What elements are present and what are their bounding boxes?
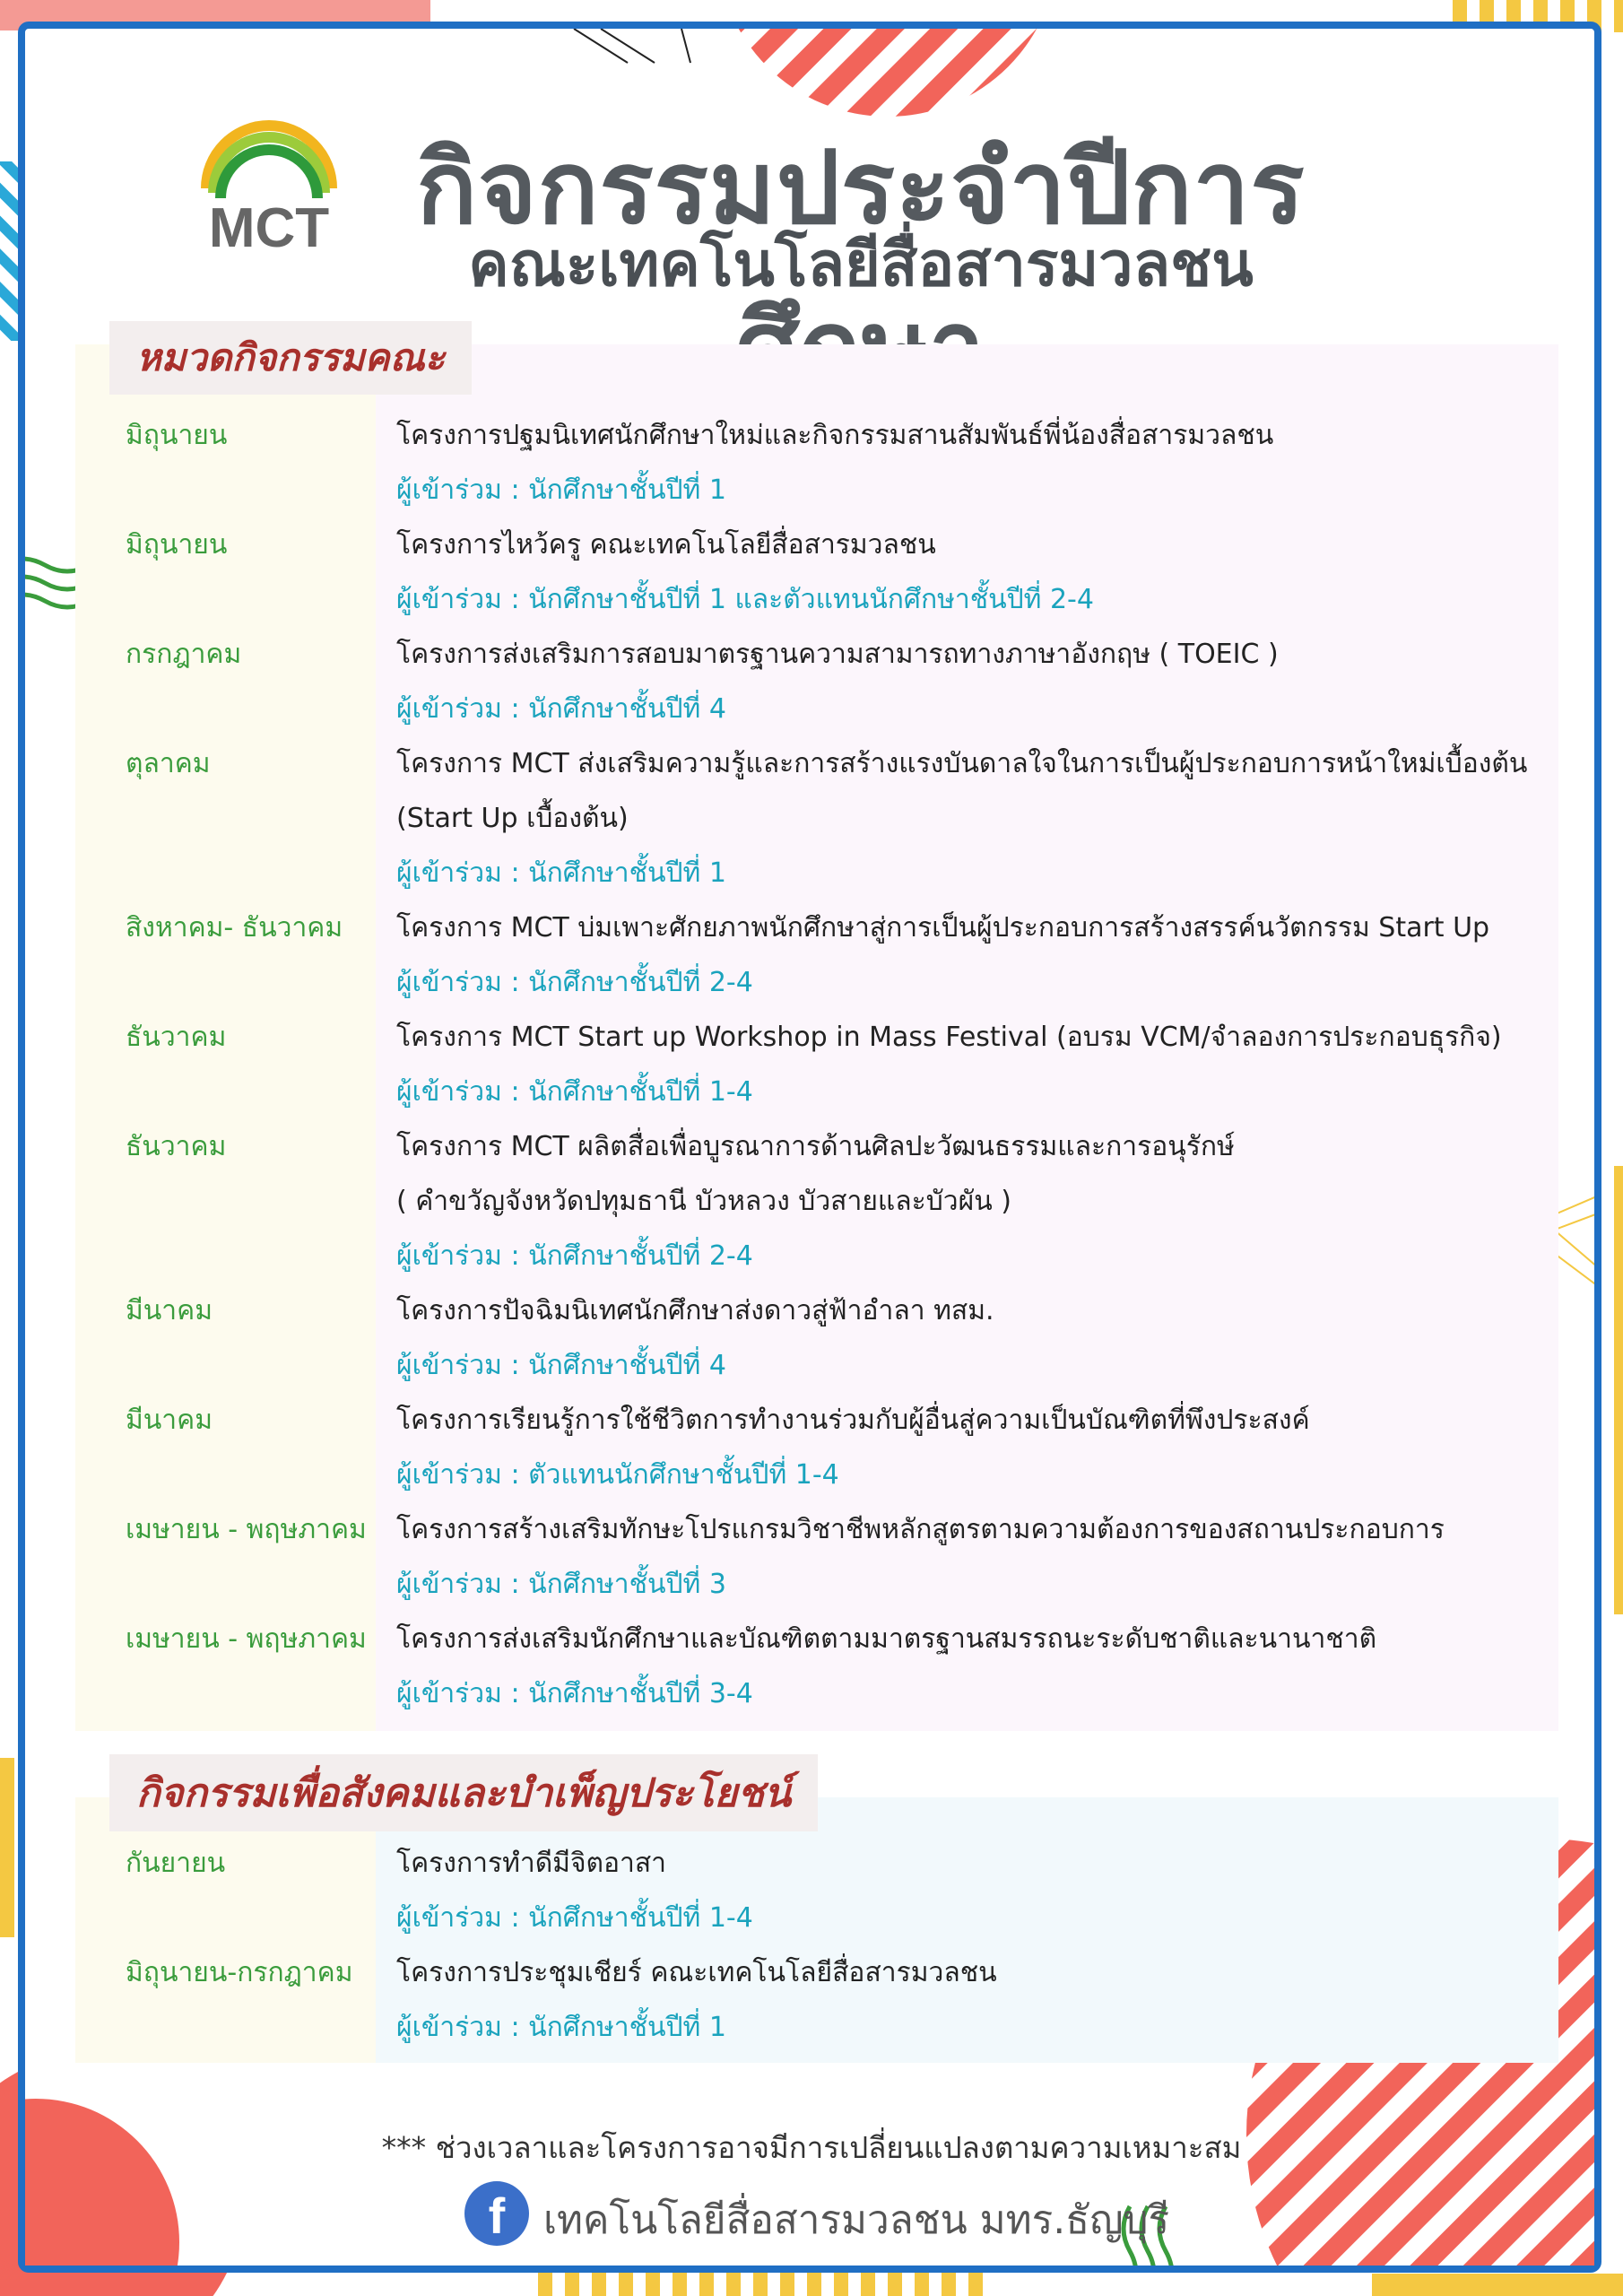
- section-title: หมวดกิจกรรมคณะ: [109, 321, 472, 395]
- activity-participants: ผู้เข้าร่วม : ตัวแทนนักศึกษาชั้นปีที่ 1-4: [396, 1459, 839, 1491]
- page-subtitle: คณะเทคโนโลยีสื่อสารมวลชน: [468, 230, 1254, 300]
- activity-project: โครงการประชุมเชียร์ คณะเทคโนโลยีสื่อสารมวลชน: [396, 1957, 997, 1988]
- activity-project: โครงการ MCT บ่มเพาะศักยภาพนักศึกษาสู่การเป็นผู้ประกอบการสร้างสรรค์นวัตกรรม Start Up: [396, 912, 1490, 944]
- activity-month: กันยายน: [126, 1848, 226, 1879]
- activity-participants: ผู้เข้าร่วม : นักศึกษาชั้นปีที่ 1: [396, 474, 726, 506]
- activity-project: โครงการปฐมนิเทศนักศึกษาใหม่และกิจกรรมสานสัมพันธ์พี่น้องสื่อสารมวลชน: [396, 420, 1274, 451]
- activity-month: กรกฎาคม: [126, 639, 242, 670]
- activity-participants: ผู้เข้าร่วม : นักศึกษาชั้นปีที่ 1-4: [396, 1076, 753, 1108]
- activity-month: ตุลาคม: [126, 748, 211, 779]
- activity-month: ธันวาคม: [126, 1131, 227, 1162]
- activity-month: มีนาคม: [126, 1405, 213, 1436]
- activity-participants: ผู้เข้าร่วม : นักศึกษาชั้นปีที่ 4: [396, 1350, 726, 1381]
- activity-project: โครงการส่งเสริมนักศึกษาและบัณฑิตตามมาตรฐานสมรรถนะระดับชาติและนานาชาติ: [396, 1623, 1377, 1655]
- activity-month: มิถุนายน-กรกฎาคม: [126, 1957, 353, 1988]
- activity-month: มิถุนายน: [126, 529, 228, 561]
- footnote: *** ช่วงเวลาและโครงการอาจมีการเปลี่ยนแปลงตามความเหมาะสม: [381, 2130, 1242, 2165]
- activity-participants: ผู้เข้าร่วม : นักศึกษาชั้นปีที่ 1: [396, 2012, 726, 2043]
- activity-project: โครงการทำดีมีจิตอาสา: [396, 1848, 667, 1879]
- activity-project: โครงการส่งเสริมการสอบมาตรฐานความสามารถทางภาษาอังกฤษ ( TOEIC ): [396, 639, 1279, 670]
- activity-month: เมษายน - พฤษภาคม: [126, 1623, 367, 1655]
- facebook-page-name[interactable]: เทคโนโลยีสื่อสารมวลชน มทร.ธัญบุรี: [543, 2197, 1170, 2243]
- activity-participants: ผู้เข้าร่วม : นักศึกษาชั้นปีที่ 1: [396, 857, 726, 889]
- activity-project: โครงการไหว้ครู คณะเทคโนโลยีสื่อสารมวลชน: [396, 529, 936, 561]
- activity-month: มิถุนายน: [126, 420, 228, 451]
- activity-participants: ผู้เข้าร่วม : นักศึกษาชั้นปีที่ 1 และตัวแทนนักศึกษาชั้นปีที่ 2-4: [396, 584, 1094, 615]
- activity-project: โครงการ MCT ผลิตสื่อเพื่อบูรณาการด้านศิลปะวัฒนธรรมและการอนุรักษ์: [396, 1131, 1235, 1162]
- activity-project: โครงการเรียนรู้การใช้ชีวิตการทำงานร่วมกับผู้อื่นสู่ความเป็นบัณฑิตที่พึงประสงค์: [396, 1405, 1310, 1436]
- activity-participants: ผู้เข้าร่วม : นักศึกษาชั้นปีที่ 2-4: [396, 967, 753, 998]
- activity-month: มีนาคม: [126, 1295, 213, 1326]
- activity-participants: ผู้เข้าร่วม : นักศึกษาชั้นปีที่ 1-4: [396, 1902, 753, 1934]
- section-social-activities: [75, 1797, 1558, 2063]
- page-title: กิจกรรมประจำปีการ: [416, 130, 1306, 247]
- activity-month: ธันวาคม: [126, 1022, 227, 1053]
- activity-month: เมษายน - พฤษภาคม: [126, 1514, 367, 1545]
- activity-project: โครงการสร้างเสริมทักษะโปรแกรมวิชาชีพหลักสูตรตามความต้องการของสถานประกอบการ: [396, 1514, 1445, 1545]
- activity-participants: ผู้เข้าร่วม : นักศึกษาชั้นปีที่ 2-4: [396, 1240, 753, 1272]
- svg-text:MCT: MCT: [208, 197, 330, 256]
- activity-participants: ผู้เข้าร่วม : นักศึกษาชั้นปีที่ 3: [396, 1569, 726, 1600]
- activity-project: (Start Up เบื้องต้น): [396, 803, 629, 834]
- activity-project: โครงการ MCT Start up Workshop in Mass Festival (อบรม VCM/จำลองการประกอบธุรกิจ): [396, 1022, 1502, 1053]
- activity-project: ( คำขวัญจังหวัดปทุมธานี บัวหลวง บัวสายและบัวผัน ): [396, 1186, 1011, 1217]
- facebook-icon[interactable]: f: [464, 2181, 529, 2246]
- activity-project: โครงการ MCT ส่งเสริมความรู้และการสร้างแรงบันดาลใจในการเป็นผู้ประกอบการหน้าใหม่เบื้องต้น: [396, 748, 1528, 779]
- section-title: กิจกรรมเพื่อสังคมและบำเพ็ญประโยชน์: [109, 1754, 818, 1831]
- activity-month: สิงหาคม- ธันวาคม: [126, 912, 343, 944]
- mct-logo: [188, 103, 350, 256]
- activity-participants: ผู้เข้าร่วม : นักศึกษาชั้นปีที่ 3-4: [396, 1678, 753, 1709]
- activity-participants: ผู้เข้าร่วม : นักศึกษาชั้นปีที่ 4: [396, 693, 726, 725]
- activity-project: โครงการปัจฉิมนิเทศนักศึกษาส่งดาวสู่ฟ้าอำลา ทสม.: [396, 1295, 994, 1326]
